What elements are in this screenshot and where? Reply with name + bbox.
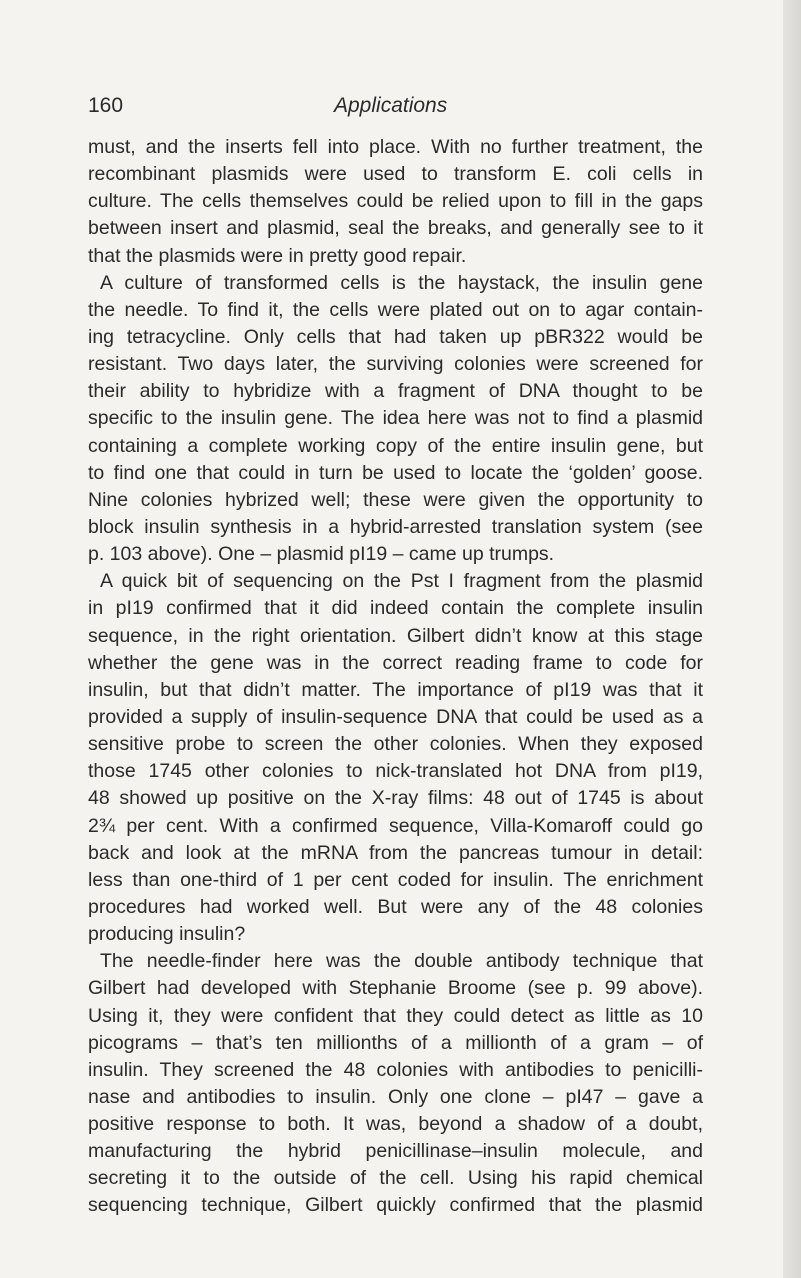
text-line: in pI19 confirmed that it did indeed contain the complete insulin — [88, 597, 703, 620]
text-line: ing tetracycline. Only cells that had taken up pBR322 would be — [88, 325, 703, 348]
text-line: sensitive probe to screen the other colonies. When they exposed — [88, 733, 703, 756]
text-line: producing insulin? — [88, 923, 246, 946]
text-line: to find one that could in turn be used to locate the ‘golden’ goose. — [88, 461, 703, 484]
text-line: recombinant plasmids were used to transform E. coli cells in — [88, 163, 703, 186]
page-edge — [783, 0, 801, 1278]
text-line: sequencing technique, Gilbert quickly confirmed that the plasmid — [88, 1194, 703, 1217]
text-line: A quick bit of sequencing on the Pst I fragment from the plasmid — [100, 570, 703, 593]
text-line: that the plasmids were in pretty good repair. — [88, 244, 467, 267]
text-line: picograms – that’s ten millionths of a millionth of a gram – of — [88, 1031, 703, 1054]
text-line: nase and antibodies to insulin. Only one clone – pI47 – gave a — [88, 1085, 703, 1108]
text-line: whether the gene was in the correct reading frame to code for — [88, 651, 703, 674]
text-line: manufacturing the hybrid penicillinase–insulin molecule, and — [88, 1140, 703, 1163]
text-line: Gilbert had developed with Stephanie Broome (see p. 99 above). — [88, 977, 703, 1000]
text-line: 48 showed up positive on the X-ray films: 48 out of 1745 is about — [88, 787, 703, 810]
text-line: secreting it to the outside of the cell. Using his rapid chemical — [88, 1167, 703, 1190]
running-title: Applications — [334, 94, 448, 117]
text-line: containing a complete working copy of the entire insulin gene, but — [88, 434, 703, 457]
text-line: the needle. To find it, the cells were plated out on to agar contain- — [88, 298, 703, 321]
text-line: their ability to hybridize with a fragment of DNA thought to be — [88, 380, 703, 403]
text-line: sequence, in the right orientation. Gilbert didn’t know at this stage — [88, 624, 703, 647]
text-line: culture. The cells themselves could be relied upon to fill in the gaps — [88, 190, 703, 213]
text-line: The needle-finder here was the double antibody technique that — [100, 950, 703, 973]
text-line: those 1745 other colonies to nick-translated hot DNA from pI19, — [88, 760, 703, 783]
text-line: specific to the insulin gene. The idea here was not to find a plasmid — [88, 407, 703, 430]
text-line: insulin, but that didn’t matter. The importance of pI19 was that it — [88, 678, 703, 701]
text-line: provided a supply of insulin-sequence DNA that could be used as a — [88, 705, 703, 728]
text-line: procedures had worked well. But were any of the 48 colonies — [88, 895, 703, 918]
page-number: 160 — [88, 94, 124, 117]
body-text — [88, 134, 703, 1220]
text-line: block insulin synthesis in a hybrid-arrested translation system (see — [88, 515, 703, 538]
text-line: A culture of transformed cells is the haystack, the insulin gene — [100, 271, 703, 294]
text-line: Using it, they were confident that they could detect as little as 10 — [88, 1004, 703, 1027]
text-line: Nine colonies hybrized well; these were given the opportunity to — [88, 488, 703, 511]
text-line: resistant. Two days later, the surviving colonies were screened for — [88, 353, 703, 376]
text-line: insulin. They screened the 48 colonies with antibodies to penicilli- — [88, 1058, 703, 1081]
text-line: between insert and plasmid, seal the breaks, and generally see to it — [88, 217, 703, 240]
text-line: back and look at the mRNA from the pancreas tumour in detail: — [88, 841, 703, 864]
text-line: positive response to both. It was, beyond a shadow of a doubt, — [88, 1113, 703, 1136]
text-line: 2¾ per cent. With a confirmed sequence, Villa-Komaroff could go — [88, 814, 703, 837]
text-line: p. 103 above). One – plasmid pI19 – came up trumps. — [88, 543, 555, 566]
text-line: must, and the inserts fell into place. With no further treatment, the — [88, 136, 703, 158]
text-line: less than one-third of 1 per cent coded for insulin. The enrichment — [88, 868, 703, 891]
page-header — [88, 92, 703, 120]
